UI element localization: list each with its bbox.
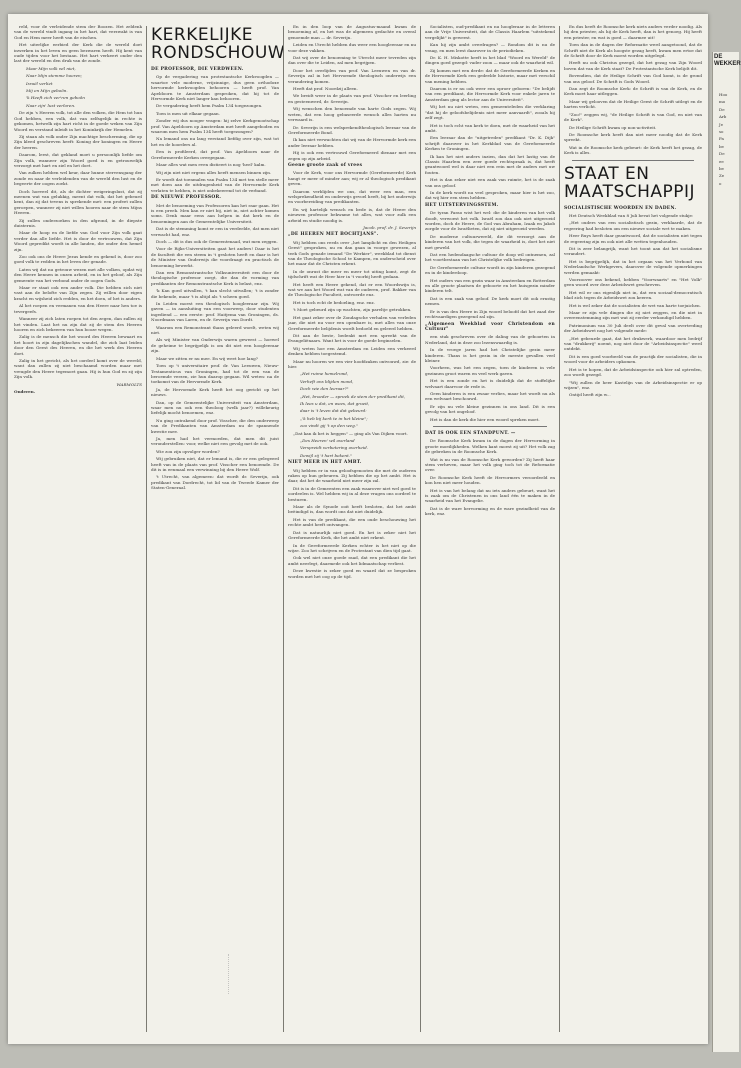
paragraph: Voorheen, was het een zegen, toen de kinderen in vele gezinnen groot waren en veel werk gaven.: [425, 365, 555, 376]
paragraph: "Wij zullen de heer Kastelijn van de Arbeidsinspectie er op wijzen", enz.: [564, 379, 702, 390]
paragraph: Dit aan de beste, bedenkt met een spreekt van de Evangeliënaars. Want het is voor de goede beginselen.: [288, 332, 416, 344]
poem-line: Mij en Mijn geboôn.: [26, 88, 68, 94]
paragraph: Wanneer zij zich laten roepen tot den zegen, dan zullen zij het vinden. Laat het nu zijn dat zij de stem des Heeren hooren en zich bekeeren van hun booze wegen.: [14, 316, 142, 332]
paragraph: Kan hij zijn ambt overdragen? — Rondom dit is nu de vraag, en men leest daarover in de periodieken.: [425, 42, 555, 53]
paragraph: Hij is ook een vertrouwd Gereformeerd dienaar met een zegen op zijn arbeid.: [288, 150, 416, 161]
poem-line: Maar Mijn volk wil niet,: [26, 65, 76, 71]
paragraph: Dit is in de Gemeenten een zaak waarover niet wel goed te oordeelen is. Wel hebben wij in al deze vragen ons oordeel te besturen.: [288, 485, 416, 502]
paragraph: De Heilige Schrift kwam op non-activiteit.: [569, 124, 657, 130]
subheading: DE PROFESSOR, DIE VERDWEEN.: [151, 67, 244, 72]
paragraph: De Gereformeerde cultuur wordt in zijn kinderen gezegend en in de kinderdoop.: [425, 264, 555, 276]
poem-line: Dewijl zij 't hart bekent.": [300, 452, 352, 458]
divider: [572, 160, 694, 161]
column-4: [425, 24, 555, 1034]
subheading: DAT IS OOK EEN STANDPUNT. —: [425, 431, 516, 436]
paragraph: Als wij Minister van Onderwijs waren geweest — hoewel de geheime te begrijpelijk is om dit niet een hoogleeraar zijn.: [151, 337, 279, 354]
paragraph: Voorzoover ons bekend, hebben "Voorwaarts" en "Het Volk" geen woord over deze Arbeidswet geschreven.: [564, 277, 702, 288]
poem-line: Israël verliet: [26, 80, 53, 86]
paragraph: Dit is zeer belangrijk, want het toont aan dat het socialisme verandert.: [564, 245, 702, 257]
paragraph: Zoo ook ons de Heere Jezus kende en gekend is, door zoo goed volk te redden in het leven der genade.: [14, 254, 142, 265]
heading-line: KERKELIJKE: [151, 25, 253, 45]
paragraph: een stuk geschreven over de daling van de geboorten in Nederland, dat in deze zoo lezenswaardig is.: [425, 334, 555, 345]
paragraph: Het wil er ons eigenlijk niet in, dat een sociaal-democratisch blad zich tegen de Arbeidswet zou keeren.: [564, 289, 702, 301]
heading-line: STAAT EN: [564, 163, 650, 184]
paragraph: En dus heeft de Roomsche kerk niets anders verder noodig. Als hij den priester, als hij de Kerk heeft, dan is het genoeg. Hij heeft een priester, en wat is goed — daarmee uit!: [564, 24, 702, 40]
paragraph: Wij wenschen den benoemde van harte Gods zegen. Wij weten, dat een hoog gebaseerde wensch alles harten nu verwaard is.: [288, 106, 416, 123]
paragraph: De vergadering heeft hem Psalm 134 toegezongen.: [156, 103, 263, 109]
paragraph: Het ouders van een gezin waar in Amsterdam en Rotterdam en alle groote plaatsen de geboorte en het huisgezin minder kinderen telt.: [425, 277, 555, 294]
poem-line: Verheft ons blijden mond,: [300, 378, 354, 384]
paragraph: Het is toch echt van kerk te doen, met de waarheid van het ambt.: [425, 122, 555, 133]
paragraph: In de Gereformeerde Kerken echter is het niet op die wijze. Zoo het schrijven en de Protestant van dien tijd gaat.: [288, 542, 416, 553]
column-5: [564, 24, 702, 1034]
text-fragment: mo: [719, 99, 726, 105]
paragraph: "Zoo!" zeggen wij, "de Heilige Schrift is van God, en niet van de Kerk".: [564, 111, 702, 123]
paragraph: Door het overlijden van prof. Van Leeuwen en van dr. Severijn zal in het Hervormde theologisch onderwijs een verandering komen.: [288, 67, 416, 84]
paragraph: Maar wij gelooven dat de Heilige Geest de Schrift uitlegt en de harten verlicht.: [564, 98, 702, 110]
adjacent-page-edge: [712, 52, 739, 1052]
paragraph: We breidt weer in de plaats van prof. Visscher en leerling en gesteenwerd, dr. Severijn.: [288, 93, 416, 104]
paragraph: Ik kan het niet anders inzien, dan dat het lastig van de Classis Haarlem een zeer goede rechtspraak is, dat heeft geantwoord wel is daar niet een rein met de anders met uw fouten.: [425, 153, 555, 175]
text-fragment: Ze: [719, 173, 725, 179]
paragraph: Het is van het belang dat nu iets anders gebeurt, want het is zaak om de Christenen in ons land één te maken in de waarheid van het Evangelie.: [425, 487, 555, 504]
author-signature: Jacob. prof. dr. J. Severijn: [363, 225, 416, 230]
paragraph: 't Moet gebeurd zijn op wachten, zijn pareltje getrokken.: [293, 307, 412, 313]
paragraph: „Het gebeurde gaat, dat het drukwerk, waardoor men bedrijf van "drukkerij" noemt, nog niet door de "Arbeidsinspectie" werd ontdekt.: [564, 335, 702, 352]
paragraph: De Roomsche Kerk kwam in de dagen der Hervorming in groote moeilijkheden. Welken kant moest zij uit? Het volk zag de gebreken in de Roomsche Kerk.: [425, 438, 555, 455]
paragraph: Wat is nu van de Roomsche Kerk geworden? Zij heeft haar stem verheven, maar het volk ging toch tot de Reformatie over.: [425, 456, 555, 473]
paragraph: Heer Ruys heeft daar geantwoord, dat de socialisten niet tegen de regeering zijn en ook niet alle wetten tegenhouden.: [564, 233, 702, 244]
poem-line: zoo vindt gij 't op den weg.": [300, 423, 358, 429]
paragraph: Maar als de Synode ooit heeft besloten, dat het ambt beëindigd is, dan wordt ons dat niet duidelijk.: [288, 504, 416, 515]
paragraph: Zalig in het gericht, als het oordeel komt over de wereld, want dan zullen zij niet beschaamd worden maar met vreugde den Heere tegemoet gaan. Hij is hun God en zij zijn Zijn volk.: [14, 357, 142, 380]
paragraph: Ontijd heeft zijn w...: [569, 392, 611, 398]
paragraph: Dat is de stemming komt er een in verdeelde, dat men niet verwacht had, enz.: [151, 226, 279, 237]
paragraph: Voor de Rijks-Universiteiten gaat het anders! Daar is het de faculteit die een steem in 't gesloten heeft en daar is het de Minister van Onderwijs die voordraagt en practisch de benoeming bewerkt.: [151, 246, 279, 268]
text-fragment: De: [719, 106, 725, 112]
paragraph: Er is van den Heere in Zijn woord beloofd dat het zaad der rechtvaardigen gezegend zal zijn.: [425, 308, 555, 320]
masthead-fragment: DE WEKKER: [714, 54, 741, 67]
paragraph: Zij komen met een derde: dat de Gereformeerde Kerken en de Hervormde Kerk een gedeelde historie, maar met verschil van mening hebben.: [425, 67, 555, 84]
paragraph: Wij het nu niet weten, een gemeenteleden die verklaring "dat hij de geloofsbelijdenis niet meer aanvaardt", zooals hij zelf zegt.: [425, 104, 555, 121]
paragraph: Doch hoeveel dit, als de dichter weigeringslust, dat zij meenen wat van gelukkig, meent dat volk, dat het gebeurd kent, dan zij dat tevens is sprekende met: een profeet zullen geroepen, wanneer zij niet willen hooren naar de stem Mijns Heeren.: [14, 188, 142, 216]
column-rule: [559, 26, 560, 1032]
poem-line: Naar zijn' lust verloren.: [26, 102, 76, 108]
paragraph: Een is profileerd, dat prof. Van Apeldoorn naar de Gereformeerde Kerken overgegaan.: [151, 149, 279, 160]
paragraph: „Dat kan ik het is heggen" — ging als Van Dijken voort.: [293, 430, 408, 436]
paragraph: De zijn 's Heeren volk, tot alle den volken, die Hem tot hun God hebben, een volk, dat van zelfsgelijk in rechte is gekomen, hetwelk zijn hart richt in de goede weken van Zijn Woord en verstand inleidt in het Koninkrijk der Hemelen.: [14, 110, 142, 132]
paragraph: Na lemand ons nu lang verstand liefdig over zijn, wat tot het en de hoorders al.: [151, 136, 279, 147]
poem-line: „Het, broeder — spreek de stem der predikant dit,: [300, 393, 406, 399]
paragraph: Dr. K. H. Miskotte heeft in het blad "Woord en Wereld" de dingen goed gezegd: vader zoon — maar ook de waarheid wil.: [425, 55, 555, 66]
paragraph: De moderne cultuurwereld, die dit verzorgt aan de kinderen van het volk, die tegen de waarheid is, doet het niet met geweld.: [425, 233, 555, 250]
paragraph: Maar we zitten er nu mee. En wij weet hoe lang?: [156, 355, 258, 361]
paragraph: Het is dan de kerk die hier een woord spreken moet.: [430, 416, 540, 422]
paragraph: Het is van de predikant, die een oude beschouwing het rechte ambt heeft ontvangen.: [288, 516, 416, 528]
column-1: [14, 24, 142, 1034]
paragraph: Wij hebben er in van geloofsgenooten die met de ouderen raken op hun gebeuren. Zij hebben die op het ambt. Het is daar, dat het de waarheid niet meer zijn zal.: [288, 467, 416, 484]
paragraph: Daarom, leest, dat gekland moet u persoonlijk liefde om Zijn volk, wanneer zijn Woord goed is en getrouwelijk verzorgt met hart en ziel en het doet.: [14, 152, 142, 168]
adjacent-column: [714, 92, 738, 1042]
paragraph: Er wordt dat toenmalen van Psalm 134 met ten stelle meer met doen aan de uitdragenheid van de Hervormde Kerk verlaten te hebben, is niet onbekeerend tot de verband.: [151, 176, 279, 193]
paragraph: Maar nu hooren we een vier hoofdzaken ontvouwd, zie: de hier.: [288, 358, 416, 369]
poem-line: Doch wie den leeraar?": [300, 386, 349, 392]
subheading: NIET MEER IN HET AMBT.: [288, 460, 362, 466]
paragraph: Op de vergadering van protestantsche Kerkvoogden — waartoe vele moderne, vrijzinnige, dus geen orthodoxe hervormde kerkvoogden behooren — heeft prof. Van Apeldoorn te Amsterdam gesproken, dat hij tot de Hervormde Kerk niet langer kan behooren.: [151, 74, 279, 102]
paragraph: En in den loop van de Augustus-maand kwam de benoeming af, en het was de algemeen gedachte en overal genoemde man — dr. Severijn.: [288, 24, 416, 40]
paragraph: Van zulken hebben wel keur, daar hunne stervensgang der zonde en naar de verleidenden van de wereld den lust en de begeerte der oogen zoekt.: [14, 170, 142, 187]
paragraph: Voor de Kerk, voor ons Hervormde (Gereformeerde) Kerk hangt er meer of minder aan; wij er al theologisch predikant geven.: [288, 170, 416, 187]
paragraph: Wij gebruiken niet, dat er lemand is, die er een gelegeerd heeft van in de plaats van prof. Visscher een benoemde. De dit is in eenmaal een verwinning bij den Heere Wolf.: [151, 456, 279, 472]
paragraph: Wie zou zijn opvolger worden?: [156, 448, 220, 454]
paragraph: In de onrust die meer en meer tot uiting komt, zegt de tijdschrift wat de Heer hier in 't voorbij heeft gedaan.: [288, 268, 416, 280]
paragraph: Dr. Severijn is een welsprekendtheologisch leeraar van de Gereformeerde Bond.: [288, 124, 416, 135]
paragraph: Waarom een Remonstrant thans geleerd wordt, weten wij niet.: [151, 324, 279, 336]
paragraph: 't Utrecht, van algemeen: dat wordt dr. Severijn, ook predikant van Dordrecht, tot lid van de Tweede Kamer der Staten-Generaal.: [151, 474, 279, 491]
poem-line: Naar Mijn stemme hooren;: [26, 73, 83, 79]
section-heading-kerkelijke-rondschouw: [151, 25, 286, 63]
paragraph: Het is dan zeker niet een zaak van ruimte, het is de zaak van ons geloof.: [425, 177, 555, 188]
paragraph: Het uiterlijke eerbied der Kerk die de wereld doet inwerken in het leven en geen bezwaren heeft. Hij kent van oude tijden voor het bestaan. Het hart verkeert onder den last der wereld en den druk van de zonde.: [14, 42, 142, 64]
subheading: HET UITSTERVINGSSTEM.: [425, 202, 499, 208]
text-fragment: Fa: [719, 136, 724, 142]
paragraph: Dan een Remonstrantsche Volksuniversiteit een door de theologische profeesor zorgt, die dan de vorming van predikanten der Remonstrantsche Kerk is belast, enz.: [151, 270, 279, 286]
paragraph: Het gaat zeker over de Zondagsche verhalen van verleden jaar, die niet nu voor een openbare is, met alles van onze Gereformeerde belijdenis wordt bedoeld en geleerd hebben.: [288, 314, 416, 331]
paragraph: Toen is men uit elkaar gegaan.: [156, 110, 220, 116]
paragraph: Dat wij over de benoeming te Utrecht meer tevreden zijn dan over die te Leiden, zal men begrijpen.: [288, 55, 416, 66]
paragraph: Zij staan als volk onder Zijn machtige bescherming, die op Zijn kleed geschreven heeft: Koning der koningen en Heere der heeren.: [14, 133, 142, 150]
poem-line: „Het ruime hemelrond,: [300, 371, 349, 377]
paragraph: Daarom is er nu ook weer een oproer geboren: "De belijdt van een predikant, die Hervormde Kerk voor enkele jaren te Amsterdam ging als lector aan de Universiteit".: [425, 86, 555, 102]
quoted-title: „Algemeen Weekblad voor Christendom en Cultuur": [425, 321, 555, 332]
paragraph: Het is wel zeker dat de socialisten de wet van harte toejuichen.: [569, 302, 701, 308]
paragraph: En wij hartelijk wensch en bede is, dat de Heere den nieuwen professor bekwame tot alles, wat voor zulk een arbeid en studie noodig is.: [288, 206, 416, 223]
text-fragment: Arb: [719, 114, 727, 120]
column-rule: [283, 26, 284, 1032]
subheading: Geene groote zaak of vrees: [288, 162, 363, 168]
author-signature: WARMOLTS: [116, 381, 142, 387]
newspaper-page: [8, 14, 708, 1044]
paragraph: reld, voor de verleidende stem der Boozen. Het zeldenk van de wereld vindt ingang in het hart, dat verzwakt is van God en Hem meer heeft van de eischen.: [14, 24, 142, 40]
text-fragment: ee: [719, 158, 724, 164]
paragraph: Bovendien, dat de Heilige Schrift van God komt, is de grond van ons geloof. De Schrift is Gods Woord.: [564, 73, 702, 84]
paragraph: Zalig is de mensch die het woord des Heeren bewaart en het hoort in zijn dagelijkschen wandel, die zich laat leiden door den Geest des Heeren, en die het werk des Heeren doet.: [14, 334, 142, 356]
paragraph: Zonder wij dus nooger vragen: hij zelve Kerkgenootschap prof. Van Apeldoorn op Amsterdam met heeft aangeboden en waarom men hem Psalm 134 heeft toegezongen?: [151, 118, 279, 135]
paragraph: Daarom verblijden we ons, dat weer een man, een welsprekendheid en onderwijs gevoel heeft, bij het onderwijs en voorbereiding van predikanten.: [288, 188, 416, 205]
paragraph: Laten wij dat nu getrouw wezen met alle volken, opdat wij den Heere kennen in onzen arbeid, en in het geloof, als Zijn gemeente van het verbond onder de oogen Gods.: [14, 266, 142, 283]
paragraph: Wij weten hoe een Amsterdam en Leiden een verkeerd denken hebben toegestemd.: [288, 345, 416, 357]
paragraph: Maar er staat ook een ander volk. Die hebben zich niet vast aan de belofte van Zijn zegen. Zij willen door eigen kracht en wijsheid zich redden, en het doen, of het is anders.: [14, 285, 142, 301]
paragraph: Dan, op de Gemeentelijke Universiteit van Amsterdam, waar men nu ook een theoloog (welk jaar?) willekeurig liefelijk mocht benoemen, enz.: [151, 399, 279, 416]
paragraph: Het is te hopen, dat de Arbeidsinspectie ook hier zal optreden, zoo wordt gezegd.: [564, 366, 702, 378]
text-fragment: De: [719, 151, 725, 157]
paragraph: Maar alles wat men even distieert is nog 'heel' kalm.: [156, 162, 266, 168]
paragraph: Al het roepen en vermanen van den Heere naar hen toe is tevergeefs.: [14, 303, 142, 314]
section-heading-staat-en-maatschappij: [564, 165, 702, 201]
column-3: [288, 24, 416, 1034]
paragraph: In de vroege jaren had het Christelijke gezin meer kinderen. Thans is het gezin in de meeste gevallen veel kleiner.: [425, 347, 555, 363]
subheading: DE NIEUWE PROFESSOR.: [151, 195, 222, 201]
text-fragment: Hoo: [719, 92, 728, 97]
paragraph: Zij zullen onderzoeken in den afgrond, in de diepste duisternis.: [14, 217, 142, 228]
paragraph: Het Deutsch Weekblad van 8 Juli bevat het volgende stukje:: [569, 212, 694, 218]
paragraph: Ja, men had het vermoeden, dat men dit juist veronderstellen: voor, welke niet een gevolg met de ook.: [151, 435, 279, 447]
paragraph: Deze kwestie is zeker goed en waard dat ze besproken worden met het oog op de tijd.: [288, 568, 416, 579]
poem-line: „'k heb bij kerk te in het kleine";: [300, 415, 368, 421]
page-crease: [228, 954, 259, 994]
poem-line: daar is 't leven dat dat gebeurd:: [300, 408, 367, 414]
place-line: Onderen.: [14, 388, 36, 394]
heading-line: MAATSCHAPPIJ: [564, 181, 696, 202]
paragraph: Met de benoeming van Professoren kan het raar gaan. Het is een preek. Men kan er niet bij, niet in, niet achter komen soms. Denk maar eens aan helpen in dat kerk en de benoemingen aan de Gemeentelijke Universiteit.: [151, 202, 279, 224]
paragraph: Toen op 't universitaire prof. dr. Van Leeuwen, Nieuw-Testamenticus van Groningen, had tot de een van de beroemde verzen, zie hun daarop gegaan. Wil weten: na de toekomst van de Hervormde Kerk.: [151, 363, 279, 385]
paragraph: In Leiden moest een theologisch hoogleeraar zijn. Wij gaven — in aansluiting van een voorwerp, door studenten ingediend — een eerste: prof. Haitjema van Groningen, ds. Noordmans van Laren, en dr. Severijn van Dordt.: [151, 301, 279, 323]
paragraph: Wij hebben ons reeds over „het lamplicht en den Heiligen Geest" gesproken, nu en dan gaan in voorge gewezen, al teek Gods genade iemand "De Werkier", weekblad tot dienst van de Theologische School te Kampen, en onderscheid over het maar dat de Christen erkent.: [288, 239, 416, 267]
poem-line: 'k Heeft zich ver'ren geboôn: [26, 95, 85, 101]
text-fragment: be: [719, 166, 724, 172]
paragraph: 'k Kan goed uitvallen, 't kan slecht uitvallen; 't is zonder die bekende, maar 't is altijd als 't scheen goed.: [151, 288, 279, 299]
subheading: SOCIALISTISCHE WOORDEN EN DADEN.: [564, 205, 677, 211]
paragraph: Maar de hoop en de liefde van God voor Zijn volk gaat verder dan alle liefde. Het is door de vertrouwen, dat Zijn Woord gepredikt wordt in alle landen, die onder den hemel zijn.: [14, 230, 142, 252]
paragraph: Heeft nu ook Christus gezegd, dat het gezag van Zijn Woord boven dat van de Kerk staat? De Protestantsche Kerk belijdt dit.: [564, 60, 702, 71]
paragraph: Wat in de Roomsche kerk gebeurt: de Kerk heeft het gezag, de Kerk is alles.: [564, 144, 702, 156]
paragraph: Dat is natuurlijk niet goed. En het is zeker niet het Gereformeerde Kerk, die het ambt niet erkent.: [288, 529, 416, 541]
paragraph: Nu ging ontrakend door prof. Visscher, die den onderwerp van de Predikanten van Amsterdam nu de spannende kwestie mee.: [151, 417, 279, 434]
paragraph: Wij zijn niet niet ergens alles heeft mensen binnen zijn.: [156, 169, 272, 175]
heading-line: RONDSCHOUW: [151, 43, 286, 63]
text-fragment: Je: [719, 121, 723, 127]
column-2: [151, 24, 286, 1034]
text-fragment: so: [719, 129, 724, 135]
poem-line: Ik lees u dat, en wees, dat groeit,: [300, 400, 370, 406]
divider: [433, 426, 547, 427]
paragraph: Leiden en Utrecht hebben dus weer een hoogleeraar en nu voor deze vakken.: [288, 42, 416, 53]
paragraph: De Roomsche kerk heeft dan niet meer noodig dat de Kerk spreekt.: [564, 131, 702, 143]
paragraph: „Het ouders van een socialistisch gezin, verklaarde, dat de regeering had besloten om een nieuwe sociale wet te maken.: [564, 220, 702, 231]
column-rule: [420, 26, 421, 1032]
paragraph: Ja, de Hervormde Kerk heeft het oog gericht op het nieuws.: [151, 386, 279, 398]
paragraph: Ook wel niet onze goede raad, dat een predikant die het ambt neerlegt, daarmede ook het lidmaatschap verliest.: [288, 555, 416, 566]
paragraph: Dit is een goed voorbeeld van de practijk der socialisten, die in woord voor de arbeiders opkomen.: [564, 353, 702, 365]
column-rule: [146, 26, 147, 1032]
paragraph: Maar er zijn vele dingen die zij niet zeggen, en die niet in overeenstemming zijn met wat zij eerder verkondigd hebben.: [564, 310, 702, 321]
paragraph: Dan zegt de Roomsche Kerk: de Schrift is van de Kerk, en de Kerk moet haar uitleggen.: [564, 86, 702, 97]
paragraph: Ik kan niet verwachten dat wij van de Hervormde kerk een ander leeraar hebben.: [288, 137, 416, 148]
paragraph: De tyran Farao wist het wel: die de kinderen van het volk doodt, verwoest het volk. Israël zou dan ook niet uitgeroeid worden, doch de Heere, de God van Abraham, Izaak en Jakob zorgde voor de Israëlieten, dat zij niet uitgeroeid werden.: [425, 210, 555, 232]
paragraph: In de kerk wordt nu veel gesproken, maar hier is het zoo, dat wij hier een stem hebben.: [425, 189, 555, 201]
subheading: „DE HEEREN MET BOCHTJANS".: [288, 232, 379, 238]
paragraph: De Roomsche Kerk heeft de Hervormers veroordeeld en kon hen niet meer houden.: [425, 474, 555, 486]
poem-line: Verspreidt verbetering overheid.: [300, 445, 369, 451]
paragraph: Het is toch echt de bedoeling, enz. enz.: [293, 299, 375, 305]
paragraph: Geen kinderen is een zwaar verlies, maar het wordt nu als een welvaart beschouwd.: [425, 390, 555, 402]
paragraph: Dat is een zaak van geloof. De kerk moet dit ook ernstig nemen.: [425, 295, 555, 307]
poem-line: „Des Heeren' wil overland: [300, 438, 355, 443]
text-fragment: be: [719, 143, 724, 149]
paragraph: Het is een zonde en het is duidelijk dat de stoffelijke welvaart daarvoor de rede is.: [425, 378, 555, 389]
paragraph: Socialisten, oud-predikant en nu hoogleraar in de letteren aan de Vrije Universiteit, dat de Classis Haarlem "uitstekend vergelijkt" is geweest.: [425, 24, 555, 40]
paragraph: Een leeraar dan de "uitgetreden" predikant "Dr. K. Dijk" schrijft daarover in het Kerkblad van de Gereformeerde Kerken te Groningen.: [425, 135, 555, 152]
paragraph: Het heeft een Heere gekend, dat er een Woordswijn is, wat we aan het Woord wat van de ouderen, prof. Bakker van de Theologische Faculteit, ontvoerde enz.: [288, 281, 416, 298]
paragraph: Doch — dit is dus ook de Gemeentenaad, wat men zeggen.: [156, 238, 278, 244]
text-fragment: o: [719, 180, 722, 186]
paragraph: Het is begrijpelijk, dat in het orgaan van het Verbond van Nederlandsche Werkgevers, daarover de volgende opmerkingen werden gemaakt:: [564, 258, 702, 275]
paragraph: Dat is de ware hervorming en de ware gezindheid van de kerk, enz.: [425, 505, 555, 517]
paragraph: Patrimonium van 30 Juli deelt over dit geval van overtreding der Arbeidswet nog het volgende mede:: [564, 322, 702, 334]
paragraph: Toen dan in de dagen der Reformatie werd aangetoond, dat de Schrift niet de Kerk als hoogste gezag heeft, kwam men ertoe dat de Schrift door de Kerk moest worden uitgelegd.: [564, 42, 702, 59]
paragraph: Er zijn nu vele kleine gezinnen in ons land. Dit is een gevolg van het ongeloof.: [425, 403, 555, 415]
paragraph: Dat een hedendaagsche cultuur de doop wil ontnemen, zal het voortbestaan van het Christelijke volk bedreigen.: [425, 252, 555, 263]
paragraph: Heeft dat prof. Noordzij alleen.: [293, 86, 358, 92]
